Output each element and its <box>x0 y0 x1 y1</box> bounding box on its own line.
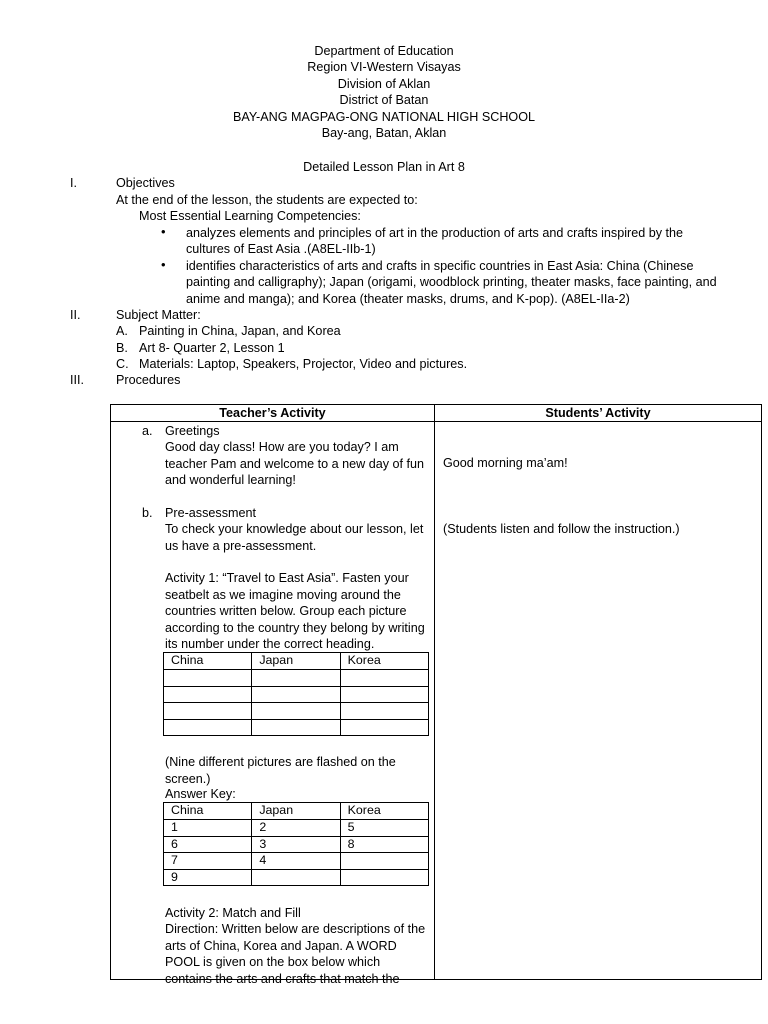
students-activity-cell <box>435 422 762 980</box>
answer-cell: 8 <box>340 836 428 853</box>
subject-item-text: Painting in China, Japan, and Korea <box>139 324 341 338</box>
answer-cell <box>340 869 428 886</box>
subject-item-marker: A. <box>116 324 128 338</box>
subject-matter-title: Subject Matter: <box>116 308 201 322</box>
answer-cell: 7 <box>164 853 252 870</box>
greetings-marker: a. <box>142 424 153 439</box>
melc-label: Most Essential Learning Competencies: <box>139 209 361 223</box>
objectives-intro: At the end of the lesson, the students are expected to: <box>116 193 418 207</box>
answer-row <box>164 869 429 886</box>
flash-note: (Nine different pictures are flashed on the screen.) <box>165 755 396 786</box>
grid-header-china: China <box>164 653 252 670</box>
greetings-title: Greetings <box>165 424 220 439</box>
greetings-text: Good day class! How are you today? I am teacher Pam and welcome to a new day of fun and wonderful learning! <box>165 440 425 488</box>
preassessment-text: To check your knowledge about our lesson, let us have a pre-assessment. <box>165 522 424 553</box>
header-region: Region VI-Western Visayas <box>307 60 461 75</box>
activity2-title: Activity 2: Match and Fill <box>165 906 301 921</box>
grid-header-japan: Japan <box>252 653 340 670</box>
header-school: BAY-ANG MAGPAG-ONG NATIONAL HIGH SCHOOL <box>232 109 536 124</box>
answer-cell: 2 <box>252 820 340 837</box>
answer-cell: 4 <box>252 853 340 870</box>
teacher-activity-cell <box>111 422 435 986</box>
procedures-title: Procedures <box>116 373 181 387</box>
grid-blank-row <box>164 719 429 736</box>
header-district: District of Batan <box>339 93 429 108</box>
subject-matter-numeral: II. <box>70 308 81 322</box>
grid-blank-row <box>164 686 429 703</box>
objective-bullet-2: identifies characteristics of arts and crafts in specific countries in East Asia: China (Chinese painting and calligraphy); Japan (origami, woodblock printing, theater masks, face painting, and anime and manga); and Korea (theater masks, drums, and K-pop). (A8EL-IIa-2) <box>186 259 717 306</box>
answer-key-grid <box>163 802 429 886</box>
bullet-icon: • <box>161 224 166 239</box>
subject-item-text: Art 8- Quarter 2, Lesson 1 <box>139 341 285 355</box>
activity1-blank-grid <box>163 652 429 736</box>
grid-header-korea: Korea <box>340 653 428 670</box>
students-activity-header: Students’ Activity <box>435 405 762 422</box>
student-response-greeting: Good morning ma’am! <box>443 456 568 471</box>
objectives-title: Objectives <box>116 176 175 190</box>
subject-item-marker: B. <box>116 341 128 355</box>
preassessment-marker: b. <box>142 506 153 521</box>
answer-cell: 3 <box>252 836 340 853</box>
answer-cell <box>252 869 340 886</box>
objective-bullet-1: analyzes elements and principles of art in the production of arts and crafts inspired by the cultures of East Asia .(A8EL-IIb-1) <box>186 226 684 257</box>
answer-cell: 1 <box>164 820 252 837</box>
answer-cell <box>340 853 428 870</box>
activity2-text: Direction: Written below are descriptions of the arts of China, Korea and Japan. A WORD POOL is given on the box below which contains the arts and crafts that match the <box>165 922 426 986</box>
answer-header-korea: Korea <box>340 803 428 820</box>
answer-header-china: China <box>164 803 252 820</box>
answer-row <box>164 820 429 837</box>
header-division: Division of Aklan <box>337 76 431 91</box>
header-address: Bay-ang, Batan, Aklan <box>321 125 447 140</box>
activity1-instructions: Activity 1: “Travel to East Asia”. Fasten your seatbelt as we imagine moving around the countries written below. Group each picture according to the country they belong by writing its number under the correct heading. <box>165 571 425 652</box>
answer-cell: 5 <box>340 820 428 837</box>
grid-blank-row <box>164 703 429 720</box>
bullet-icon: • <box>161 257 166 272</box>
student-response-instruction: (Students listen and follow the instruction.) <box>443 522 680 537</box>
preassessment-title: Pre-assessment <box>165 506 256 521</box>
procedures-table <box>110 404 762 986</box>
answer-cell: 9 <box>164 869 252 886</box>
teacher-activity-header: Teacher’s Activity <box>111 405 435 422</box>
header-department: Department of Education <box>314 44 454 58</box>
answer-row <box>164 836 429 853</box>
answer-header-japan: Japan <box>252 803 340 820</box>
subject-item-marker: C. <box>116 357 129 371</box>
answer-cell: 6 <box>164 836 252 853</box>
answer-key-label: Answer Key: <box>165 787 236 802</box>
answer-row <box>164 853 429 870</box>
grid-blank-row <box>164 670 429 687</box>
school-header <box>0 43 768 141</box>
procedures-numeral: III. <box>70 373 84 387</box>
subject-item-text: Materials: Laptop, Speakers, Projector, Video and pictures. <box>139 357 468 371</box>
objectives-numeral: I. <box>70 176 77 190</box>
plan-title: Detailed Lesson Plan in Art 8 <box>303 160 465 174</box>
